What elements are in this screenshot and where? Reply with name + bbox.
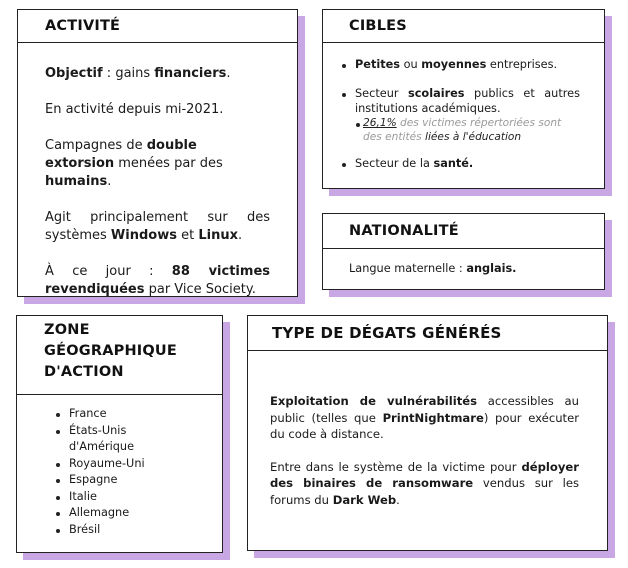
activite-systemes: [45, 209, 270, 245]
cibles-title: CIBLES: [323, 10, 604, 43]
text: moyennes: [421, 58, 487, 71]
text: Petites: [355, 58, 400, 71]
country-list: [17, 395, 222, 538]
degats-deploiement: [270, 459, 579, 509]
country-item: Espagne: [53, 472, 222, 489]
text: D'ACTION: [44, 364, 124, 380]
text: vendus sur les forums du: [270, 476, 579, 507]
text: Linux: [198, 228, 238, 243]
text: ZONE: [44, 322, 90, 338]
list-item: [339, 57, 580, 72]
text: 88 victimes revendiquées: [45, 264, 270, 297]
text: menées par des: [114, 156, 223, 171]
nationalite-card: [322, 213, 605, 290]
text: double extorsion: [45, 138, 197, 171]
degats-exploitation: [270, 393, 579, 443]
text: À ce jour :: [45, 264, 172, 279]
text: par Vice Society.: [144, 282, 256, 297]
country-item: Brésil: [53, 522, 222, 539]
text: 26,1%: [363, 117, 397, 129]
text: accessibles au public (telles que: [270, 394, 579, 425]
text: ) pour exécuter du code à distance.: [270, 410, 579, 441]
text: ou: [400, 58, 422, 71]
activite-body: [18, 43, 297, 299]
text: Secteur: [355, 87, 409, 100]
text: humains: [45, 174, 108, 189]
country-item: Royaume-Uni: [53, 456, 222, 473]
activite-card: [17, 9, 298, 297]
cibles-list: [323, 43, 604, 171]
text: Exploitation de vulnérabilités: [270, 394, 478, 408]
list-item: [339, 156, 580, 171]
activite-campagnes: [45, 137, 270, 191]
text: entreprises.: [486, 58, 558, 71]
country-item: Italie: [53, 489, 222, 506]
country-item: France: [53, 406, 222, 423]
zone-title: [17, 316, 222, 395]
country-item: États-Unis d'Amérique: [53, 423, 159, 456]
sub-note: [353, 116, 580, 144]
nationalite-body: [323, 249, 604, 276]
list-item: [339, 86, 580, 116]
text: liées à l'éducation: [425, 131, 522, 143]
text: Campagnes de: [45, 138, 147, 153]
text: .: [237, 228, 243, 243]
text: : gains: [102, 66, 155, 81]
activite-victimes: [45, 263, 270, 299]
text: santé.: [433, 157, 474, 170]
text: financiers: [154, 66, 227, 81]
nationalite-title: NATIONALITÉ: [323, 214, 604, 249]
zone-card: [16, 315, 223, 553]
activite-depuis: En activité depuis mi-2021.: [45, 102, 224, 117]
text: Entre dans le système de la victime pour: [270, 459, 522, 474]
text: déployer des binaires de ransomware: [270, 459, 579, 490]
text: PrintNightmare: [382, 410, 484, 425]
text: publics et autres institutions académiques.: [355, 87, 580, 115]
activite-title: ACTIVITÉ: [18, 10, 297, 43]
text: .: [107, 174, 112, 189]
text: Secteur de la: [355, 157, 434, 170]
text: GÉOGRAPHIQUE: [44, 343, 177, 359]
text: .: [226, 66, 231, 81]
text: Langue maternelle :: [349, 262, 467, 275]
country-item: Allemagne: [53, 505, 222, 522]
text: scolaires: [408, 87, 465, 100]
activite-objectif: [45, 65, 270, 83]
text: des victimes répertoriées sont des entités: [363, 117, 562, 143]
text: Agit principalement sur des systèmes: [45, 210, 270, 243]
text: anglais.: [466, 262, 517, 275]
text: Dark Web: [332, 492, 397, 507]
text: et: [176, 228, 199, 243]
degats-title: TYPE DE DÉGATS GÉNÉRÉS: [248, 316, 607, 351]
degats-body: [248, 351, 607, 508]
objectif-label: Objectif: [45, 66, 103, 81]
cibles-card: [322, 9, 605, 189]
text: Windows: [110, 228, 177, 243]
degats-card: [247, 315, 608, 551]
text: .: [396, 492, 400, 507]
